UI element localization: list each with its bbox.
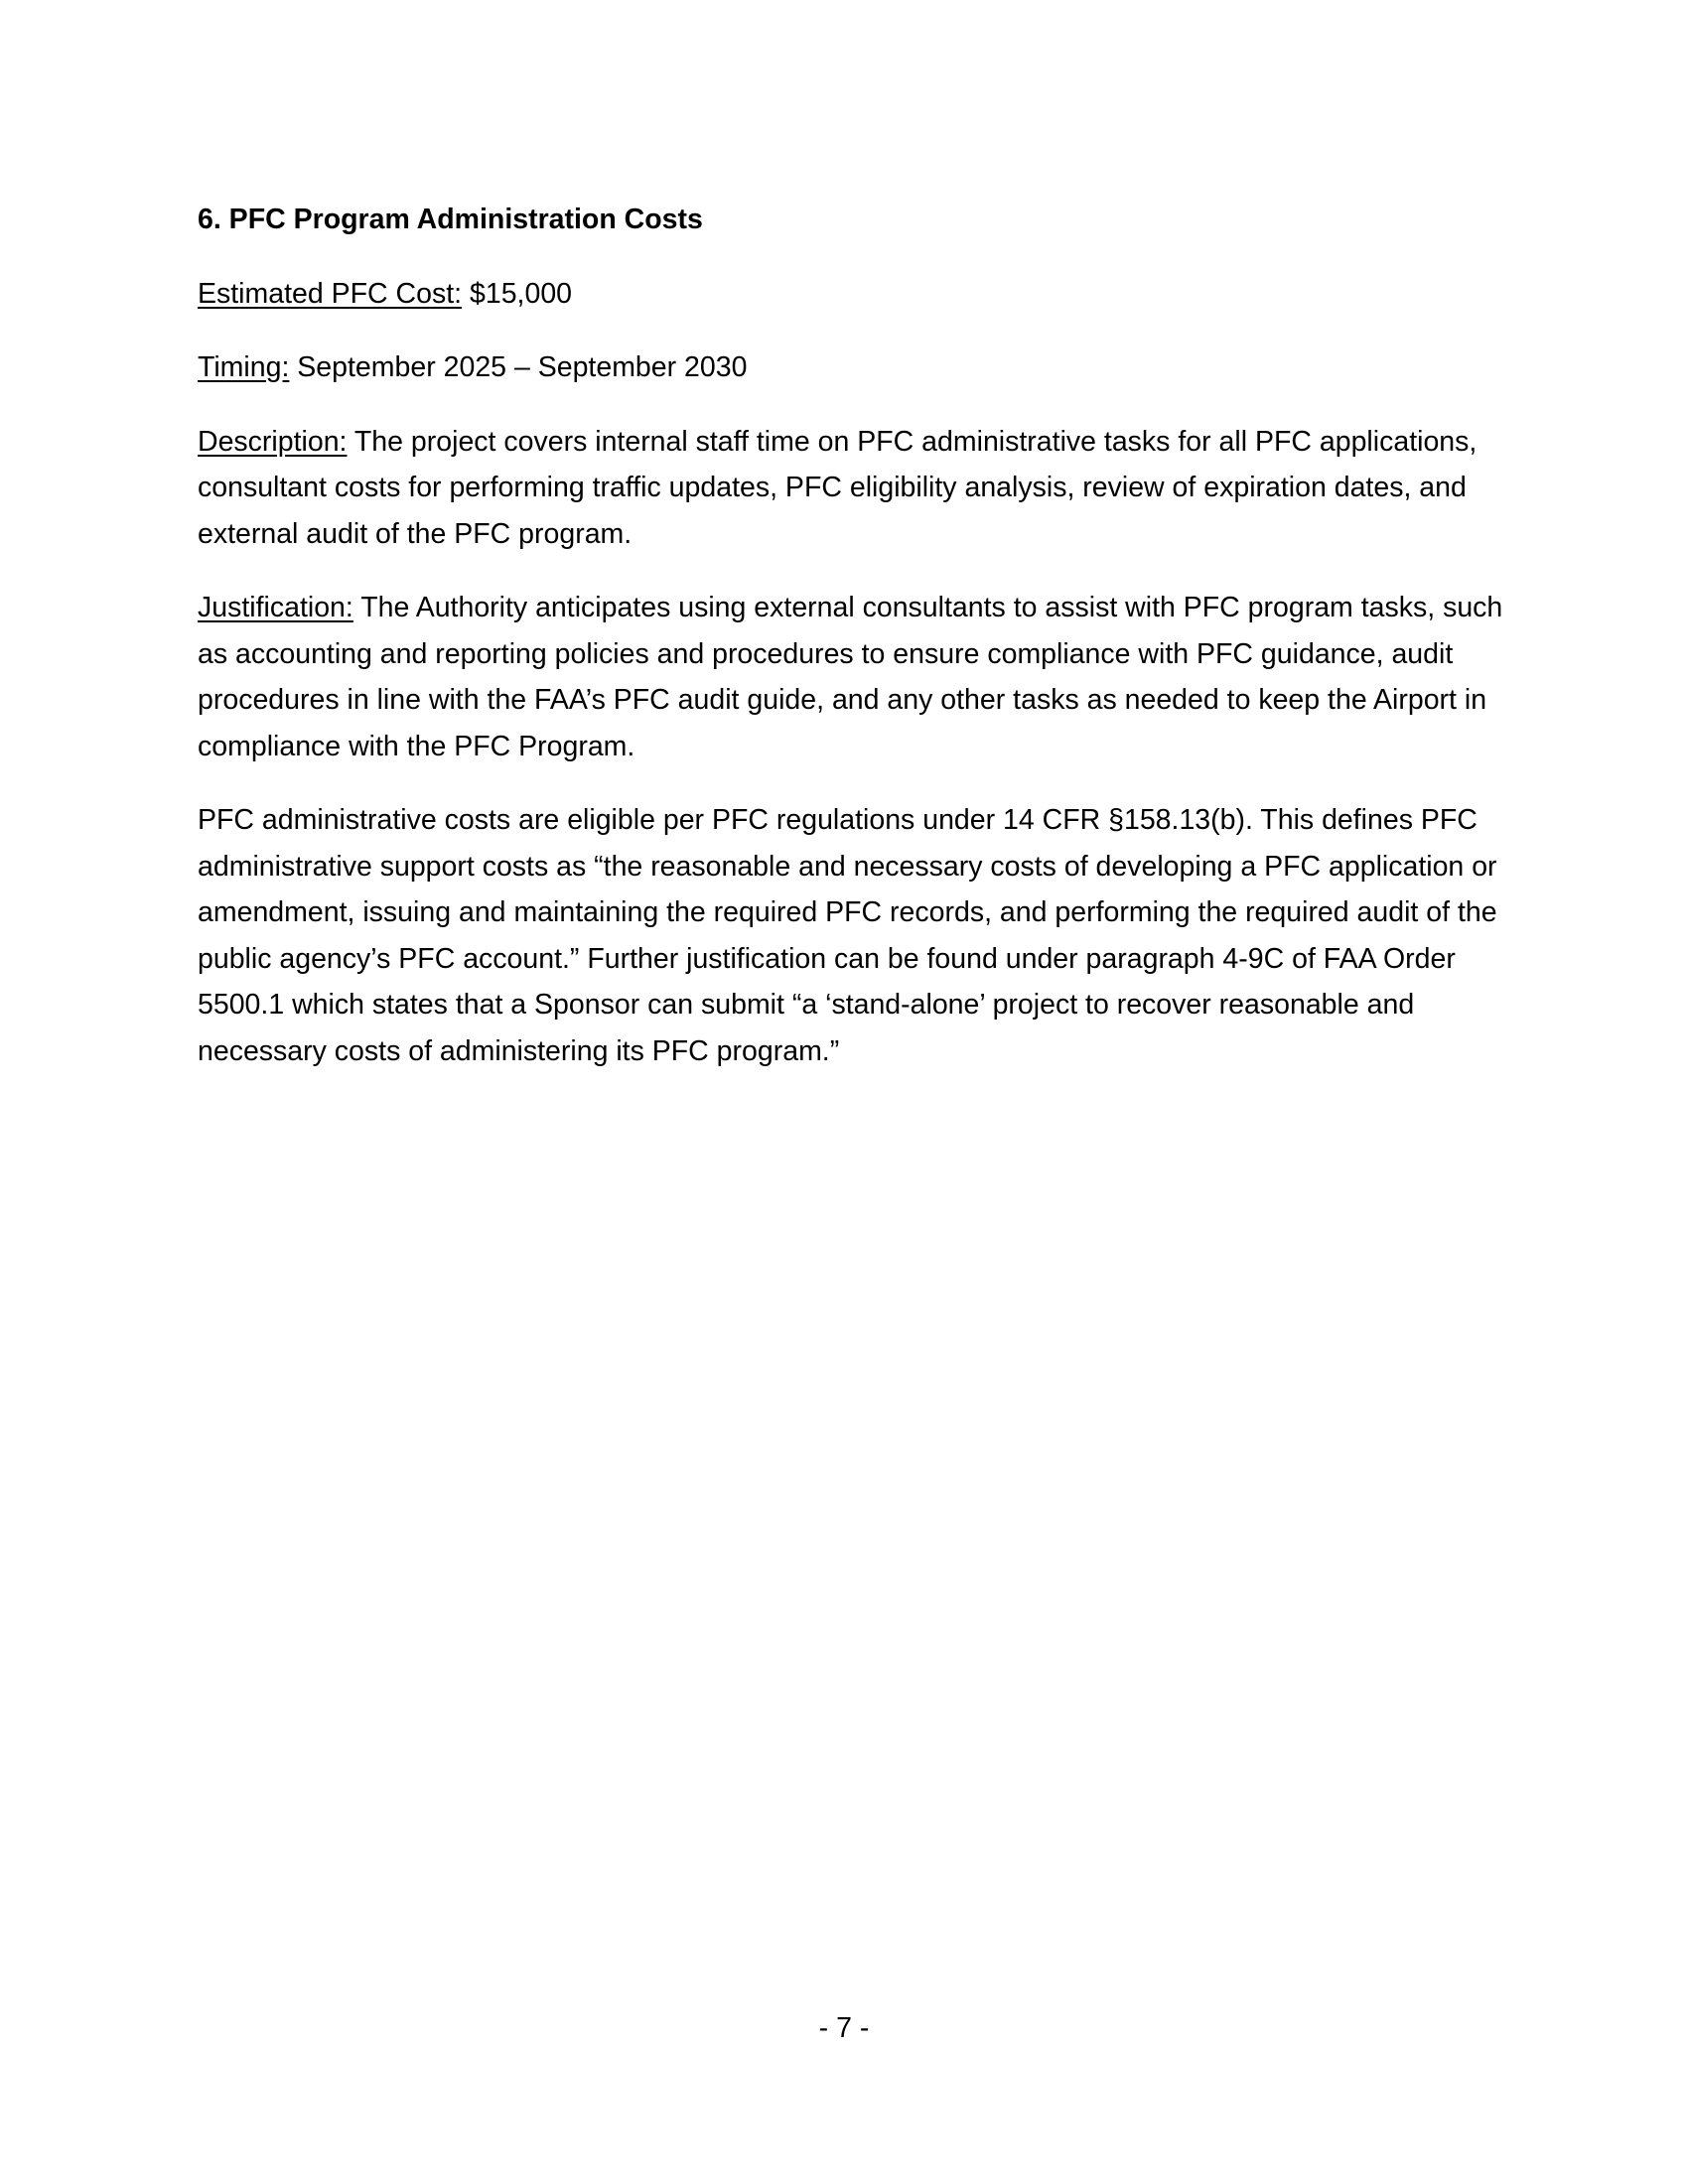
justification-paragraph: [198, 585, 1508, 769]
timing-label: Timing:: [198, 351, 290, 383]
description-label: Description:: [198, 425, 348, 458]
timing-value: September 2025 – September 2030: [297, 351, 748, 383]
timing-line: [198, 344, 1508, 391]
page-content: [198, 197, 1508, 1102]
description-paragraph: [198, 419, 1508, 558]
eligibility-paragraph: PFC administrative costs are eligible per PFC regulations under 14 CFR §158.13(b). This defines PFC administrative support costs as “the reasonable and necessary costs of developing a PFC application or amendment, issuing and maintaining the required PFC records, and performing the required audit of the public agency’s PFC account.” Further justification can be found under paragraph 4-9C of FAA Order 5500.1 which states that a Sponsor can submit “a ‘stand-alone’ project to recover reasonable and necessary costs of administering its PFC program.”: [198, 804, 1497, 1067]
justification-text: The Authority anticipates using external consultants to assist with PFC program tasks, such as accounting and reporting policies and procedures to ensure compliance with PFC guidance, audit procedures in line with the FAA’s PFC audit guide, and any other tasks as needed to keep the Airport in compliance with the PFC Program.: [198, 592, 1503, 762]
section-heading: 6. PFC Program Administration Costs: [198, 204, 703, 235]
justification-label: Justification:: [198, 592, 353, 623]
estimated-cost-value: $15,000: [470, 277, 573, 310]
estimated-cost-label: Estimated PFC Cost:: [198, 277, 463, 310]
page-number: - 7 -: [818, 2012, 870, 2044]
estimated-cost-line: [198, 271, 1508, 318]
description-text: The project covers internal staff time on PFC administrative tasks for all PFC applications, consultant costs for performing traffic updates, PFC eligibility analysis, review of expiration dates, and external audit of the PFC program.: [198, 425, 1477, 550]
